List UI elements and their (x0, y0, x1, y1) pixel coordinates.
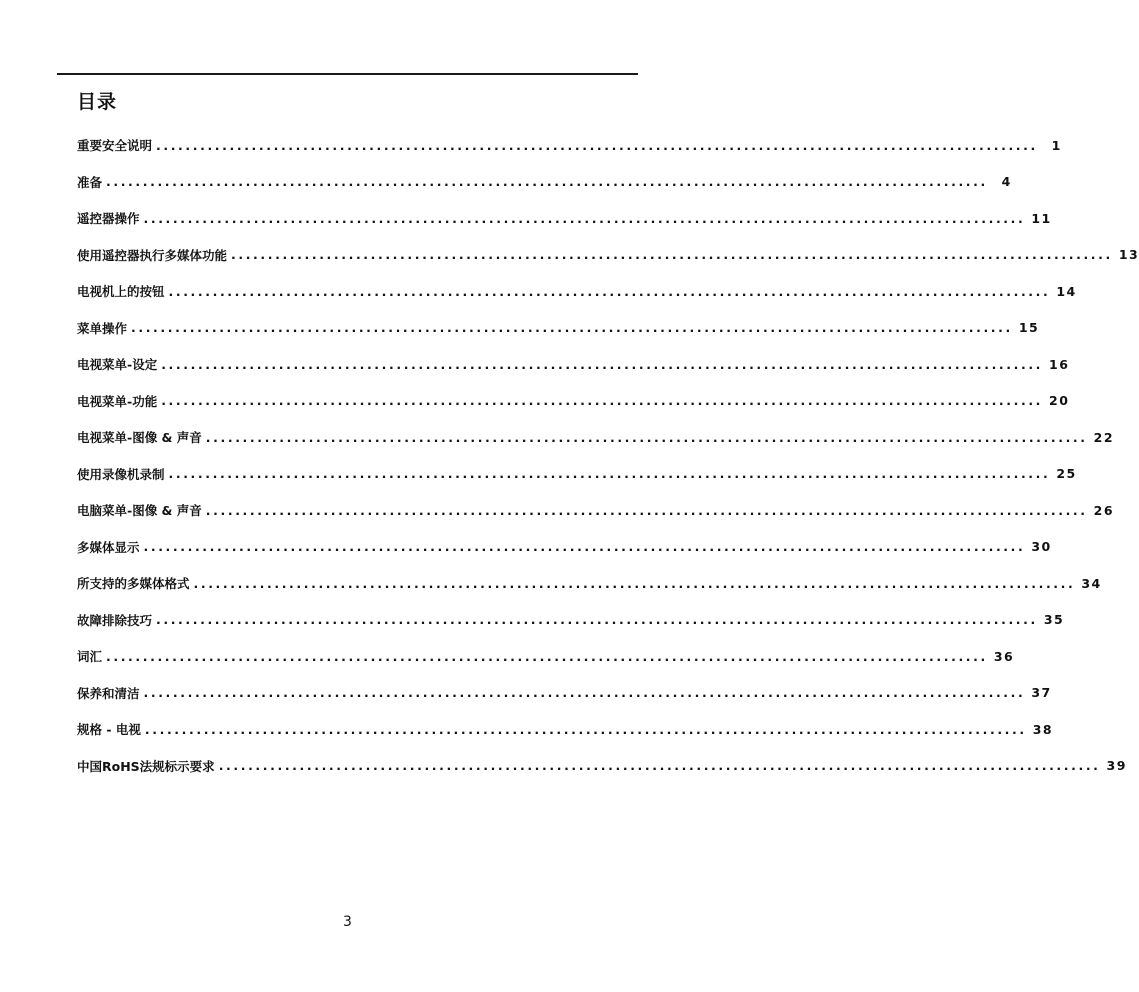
toc-entry[interactable] (77, 565, 1102, 602)
toc-leader-dots: ........................................................................................................................ (193, 575, 1076, 591)
toc-leader-dots: ........................................................................................................................ (218, 758, 1101, 774)
toc-leader-dots: ........................................................................................................................ (143, 539, 1026, 555)
toc-entry-page: 11 (1031, 210, 1052, 226)
toc-leader-dots: ........................................................................................................................ (156, 137, 1038, 153)
toc-entry[interactable] (77, 638, 1015, 675)
toc-leader-dots: ........................................................................................................................ (106, 174, 988, 190)
toc-entry[interactable] (77, 127, 1062, 164)
toc-entry-page: 20 (1049, 393, 1070, 409)
toc-entry-page: 25 (1056, 466, 1077, 482)
toc-entry[interactable] (77, 602, 1065, 639)
toc-leader-dots: ........................................................................................................................ (106, 648, 988, 664)
toc-leader-dots: ........................................................................................................................ (161, 356, 1044, 372)
toc-entry-label: 遥控器操作 (77, 211, 140, 227)
toc-entry[interactable] (77, 164, 1012, 201)
toc-entry-page: 30 (1031, 539, 1052, 555)
toc-entry-page: 1 (1051, 137, 1062, 153)
toc-entry[interactable] (77, 346, 1070, 383)
toc-entry-label: 所支持的多媒体格式 (77, 576, 190, 592)
toc-leader-dots: ........................................................................................................................ (131, 320, 1013, 336)
toc-entry-label: 使用遥控器执行多媒体功能 (77, 247, 228, 263)
toc-leader-dots: ........................................................................................................................ (168, 283, 1051, 299)
toc-leader-dots: ........................................................................................................................ (144, 721, 1027, 737)
toc-entry-label: 故障排除技巧 (77, 612, 153, 628)
toc-leader-dots: ........................................................................................................................ (168, 466, 1051, 482)
toc-entry-label: 电视菜单-功能 (77, 393, 158, 409)
toc-entry[interactable] (77, 200, 1052, 237)
toc-entry-page: 16 (1049, 356, 1070, 372)
toc-leader-dots: ........................................................................................................................ (231, 247, 1113, 263)
page-number: 3 (343, 914, 352, 930)
top-rule (57, 73, 638, 75)
toc-entry[interactable] (77, 273, 1077, 310)
toc-entry[interactable] (77, 310, 1040, 347)
toc-entry-label: 中国RoHS法规标示要求 (77, 758, 215, 774)
toc-entry-page: 22 (1093, 429, 1115, 445)
toc-leader-dots: ........................................................................................................................ (161, 393, 1044, 409)
toc-entry-label: 菜单操作 (77, 320, 128, 336)
toc-entry-label: 电视菜单-图像 & 声音 (77, 430, 202, 446)
toc-entry-page: 36 (993, 648, 1015, 664)
toc-entry-page: 4 (1001, 174, 1012, 190)
toc-entry-label: 多媒体显示 (77, 539, 140, 555)
toc-entry-label: 重要安全说明 (77, 138, 153, 154)
toc-leader-dots: ........................................................................................................................ (143, 685, 1026, 701)
toc-entry-label: 电视菜单-设定 (77, 357, 158, 373)
toc-entry-label: 准备 (77, 174, 103, 190)
toc-title: 目录 (77, 91, 118, 113)
toc-entry-page: 13 (1118, 247, 1139, 263)
toc-entry[interactable] (77, 675, 1052, 712)
toc-leader-dots: ........................................................................................................................ (143, 210, 1026, 226)
toc-entry-page: 39 (1106, 758, 1127, 774)
toc-entry-page: 15 (1018, 320, 1040, 336)
toc-leader-dots: ........................................................................................................................ (156, 612, 1038, 628)
toc-entry[interactable] (77, 492, 1115, 529)
toc-list (77, 127, 1139, 784)
toc-entry-page: 35 (1043, 612, 1065, 628)
toc-entry-label: 电脑菜单-图像 & 声音 (77, 503, 202, 519)
toc-leader-dots: ........................................................................................................................ (205, 502, 1088, 518)
toc-entry-page: 14 (1056, 283, 1077, 299)
toc-entry[interactable] (77, 748, 1127, 785)
toc-entry[interactable] (77, 456, 1077, 493)
toc-entry-label: 词汇 (77, 649, 103, 665)
toc-entry[interactable] (77, 711, 1054, 748)
toc-entry-label: 规格 - 电视 (77, 722, 141, 738)
toc-entry-label: 保养和清洁 (77, 685, 140, 701)
toc-leader-dots: ........................................................................................................................ (205, 429, 1088, 445)
toc-entry-label: 电视机上的按钮 (77, 284, 165, 300)
toc-entry-page: 26 (1093, 502, 1115, 518)
toc-entry[interactable] (77, 529, 1052, 566)
toc-entry[interactable] (77, 383, 1070, 420)
toc-entry[interactable] (77, 419, 1115, 456)
toc-entry-page: 38 (1032, 721, 1054, 737)
toc-entry[interactable] (77, 237, 1139, 274)
toc-entry-label: 使用录像机录制 (77, 466, 165, 482)
toc-entry-page: 34 (1081, 575, 1102, 591)
toc-entry-page: 37 (1031, 685, 1052, 701)
